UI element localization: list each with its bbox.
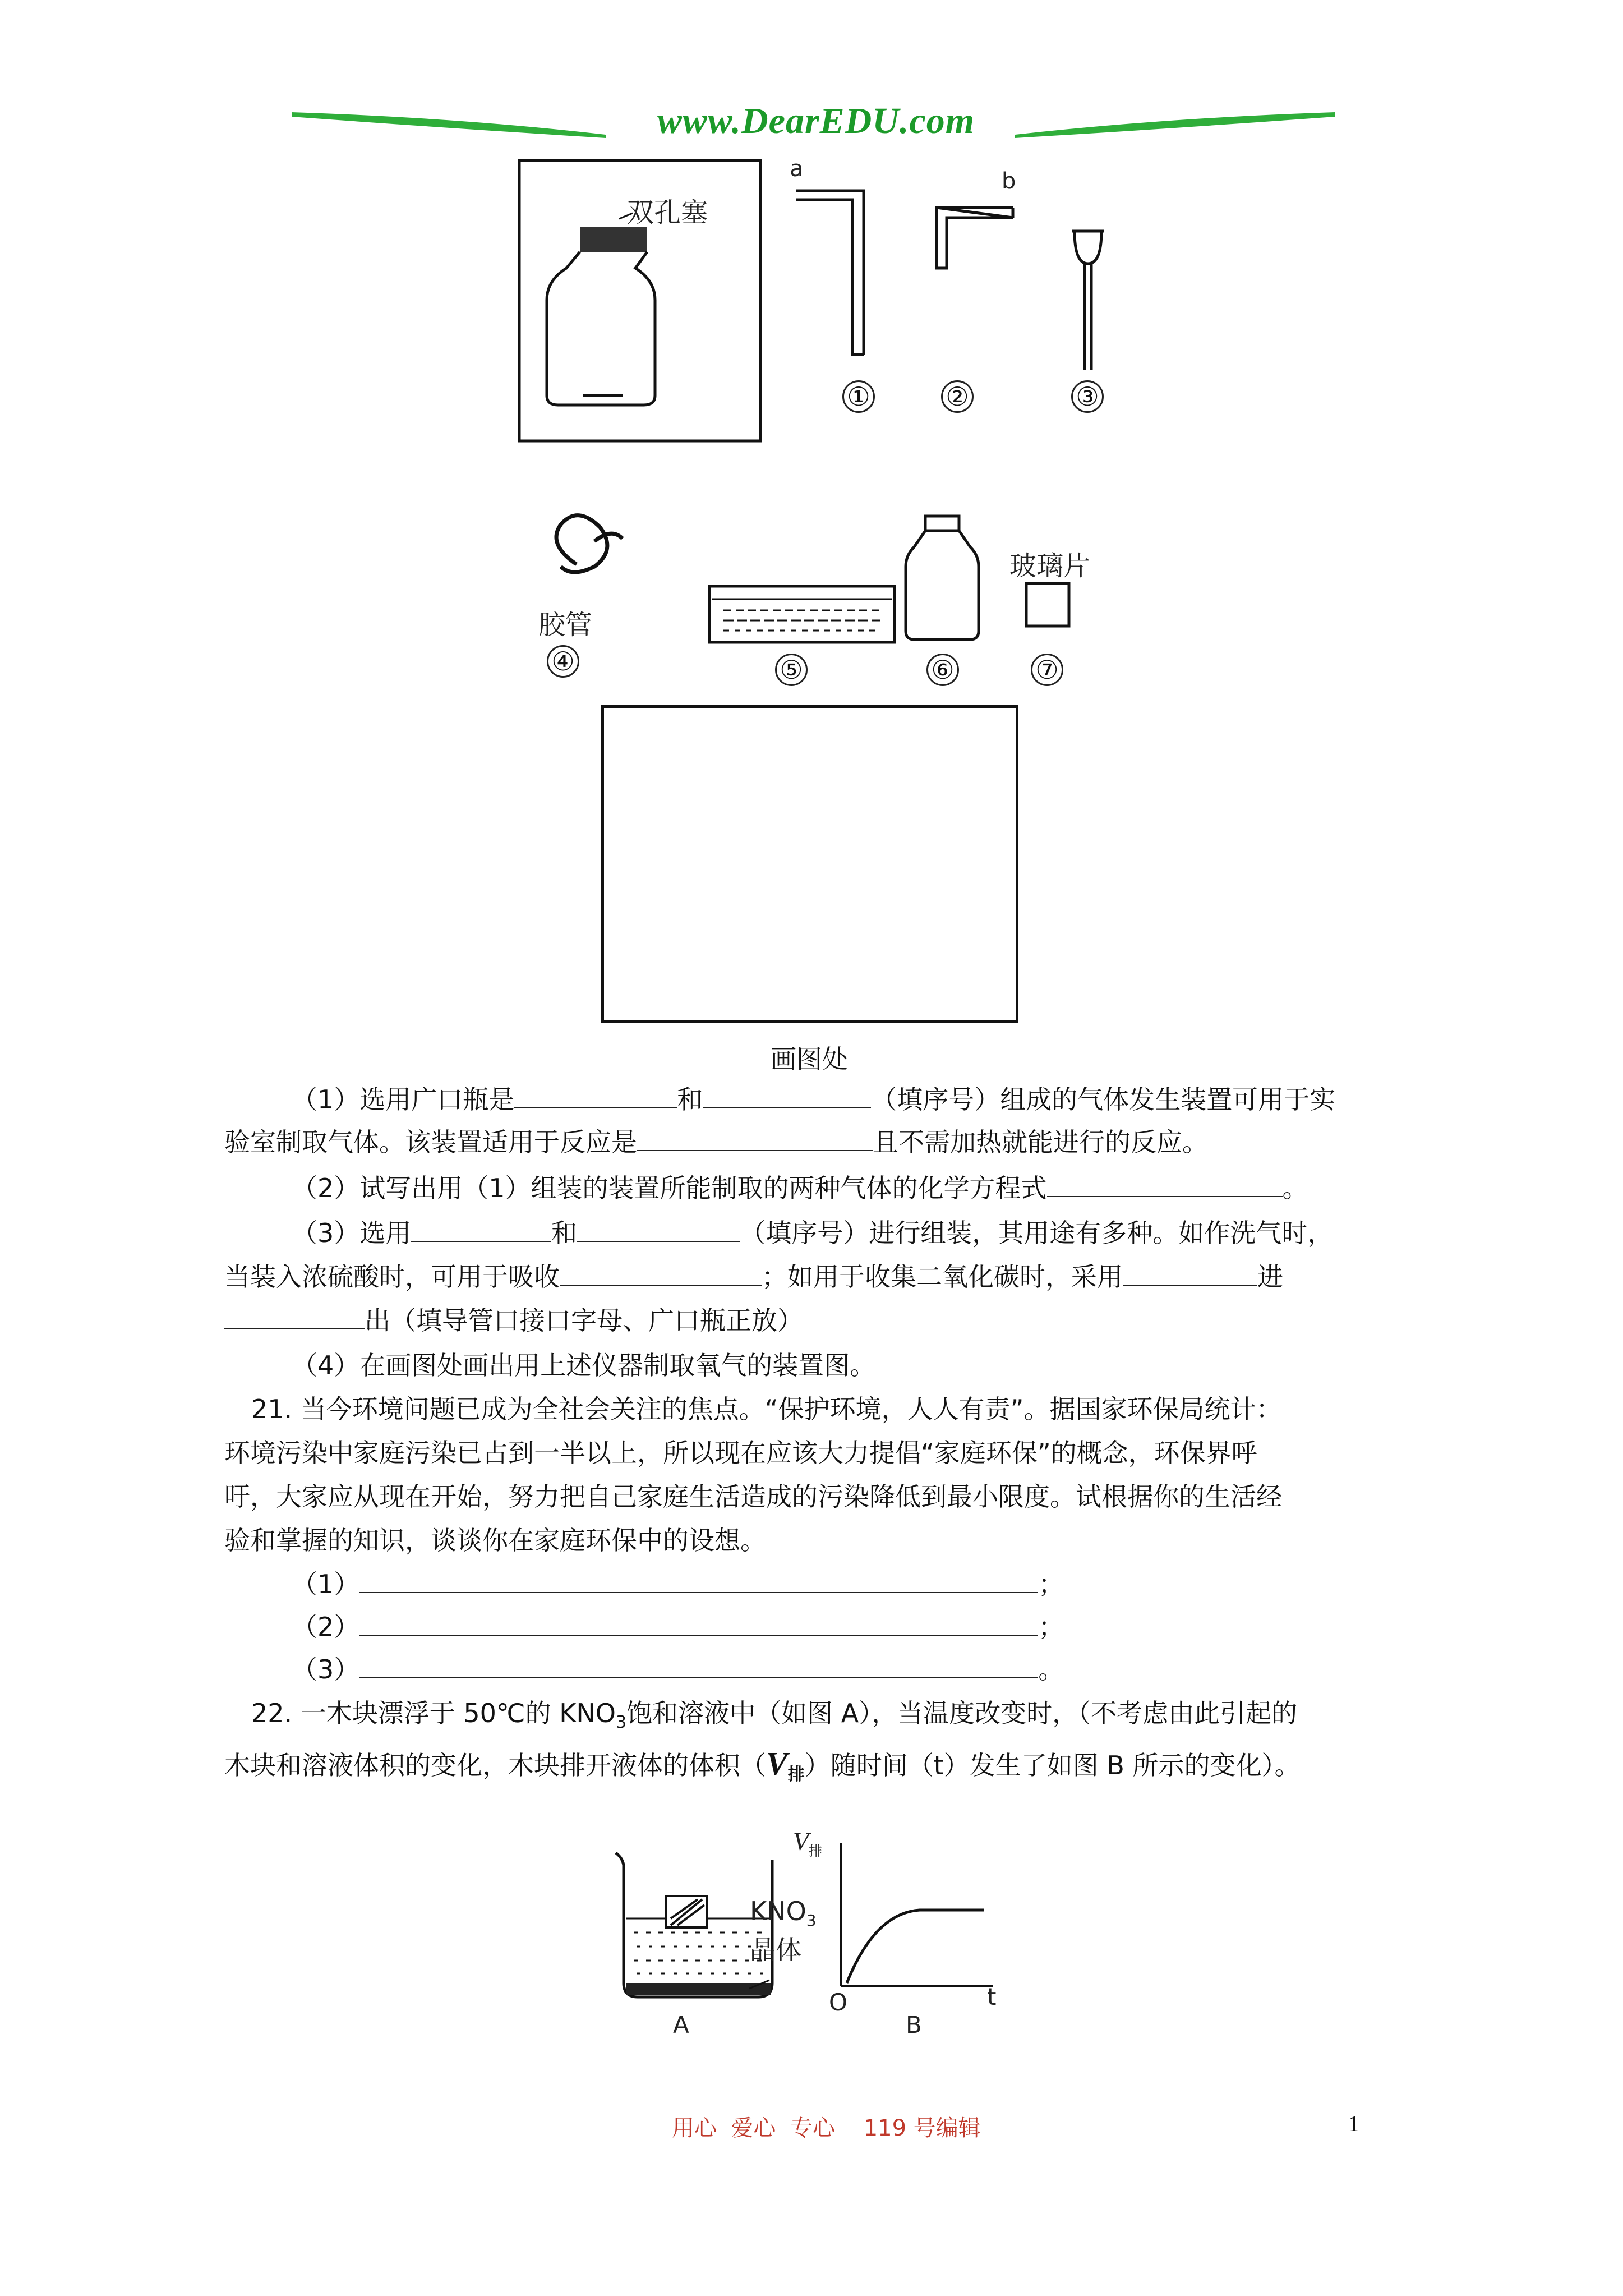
volume-time-graph [841,1843,993,1986]
origin-label: O [829,1989,848,2016]
q22-line1: 22. 一木块漂浮于 50℃的 $KNO_3$饱和溶液中（如图 A），当温度改变时，（不考虑由此引起的 [251,1698,1298,1733]
q21-answer-2: （2） ； [292,1605,1064,1648]
volume-curve [847,1910,984,1983]
q21-line1: 21. 当今环境问题已成为全社会关注的焦点。“保护环境，人人有责”。据国家环保局统计： [251,1394,1282,1424]
header-site-title: www.DearEDU.com [657,100,975,141]
footer-text: 用心 爱心 专心 119 号编辑 [672,2115,981,2141]
glass-tube-a-icon [796,191,864,355]
x-axis-label: t [987,1983,997,2010]
item-number-7: ⑦ [1031,654,1063,686]
gas-collecting-bottle-icon [906,516,979,639]
water-trough-icon [709,586,895,642]
q21-answer-1: （1） ； [292,1563,1064,1605]
item-number-5: ⑤ [775,654,808,686]
q20-part1-line1: （1）选用广口瓶是 和 （填序号）组成的气体发生装置可用于实 [292,1078,1335,1121]
q21-answer-3: （3） 。 [292,1648,1064,1691]
q20-part3-line2: 当装入浓硫酸时，可用于吸收 ；如用于收集二氧化碳时，采用 进 [224,1255,1283,1298]
thistle-funnel-icon [1072,231,1104,370]
figure-b-label: B [906,2011,922,2039]
wide-mouth-bottle-icon [547,227,655,405]
figure-a-label: A [673,2011,689,2039]
q20-part4: （4）在画图处画出用上述仪器制取氧气的装置图。 [292,1350,876,1381]
item-number-3: ③ [1071,380,1104,413]
beaker-icon [616,1853,772,1997]
glass-plate-label: 玻璃片 [1009,550,1091,582]
q20-part2: （2）试写出用（1）组装的装置所能制取的两种气体的化学方程式 。 [292,1167,1308,1209]
q20-part3-line3: 出（填导管口接口字母、广口瓶正放） [224,1299,803,1342]
tube-b-label: b [1002,168,1016,194]
item-number-4: ④ [547,645,579,678]
glass-tube-b-icon [937,208,1013,268]
drawing-area-caption: 画图处 [771,1044,848,1074]
q20-part3-line1: （3）选用 和 （填序号）进行组装，其用途有多种。如作洗气时， [292,1212,1333,1254]
q20-part1-line2: 验室制取气体。该装置适用于反应是 且不需加热就能进行的反应。 [224,1121,1208,1163]
rubber-hose-icon [556,516,623,572]
q21-line2: 环境污染中家庭污染已占到一半以上，所以现在应该大力提倡“家庭环保”的概念，环保界呼 [224,1438,1257,1468]
item-number-6: ⑥ [926,654,959,686]
page-number: 1 [1348,2111,1359,2136]
hose-label: 胶管 [538,609,593,641]
stopper-label: 双孔塞 [627,197,708,228]
item-number-1: ① [842,380,875,413]
apparatus-figure [0,0,1623,701]
q22-line2: 木块和溶液体积的变化，木块排开液体的体积$(V_排)$随时间（t）发生了如图 B 所示的变化）。 [224,1745,1301,1785]
q21-line3: 吁，大家应从现在开始，努力把自己家庭生活造成的污染降低到最小限度。试根据你的生活经 [224,1481,1282,1512]
item-number-2: ② [941,380,974,413]
tube-a-label: a [790,156,804,182]
drawing-area-box [601,705,1018,1023]
crystal-label: 晶体 [750,1935,801,1965]
glass-plate-icon [1026,583,1069,626]
wood-block-icon [666,1896,707,1927]
y-axis-label: $V_排$ [793,1827,823,1860]
kno3-label: $KNO_3$ [750,1896,817,1930]
q21-line4: 验和掌握的知识，谈谈你在家庭环保中的设想。 [224,1525,766,1556]
